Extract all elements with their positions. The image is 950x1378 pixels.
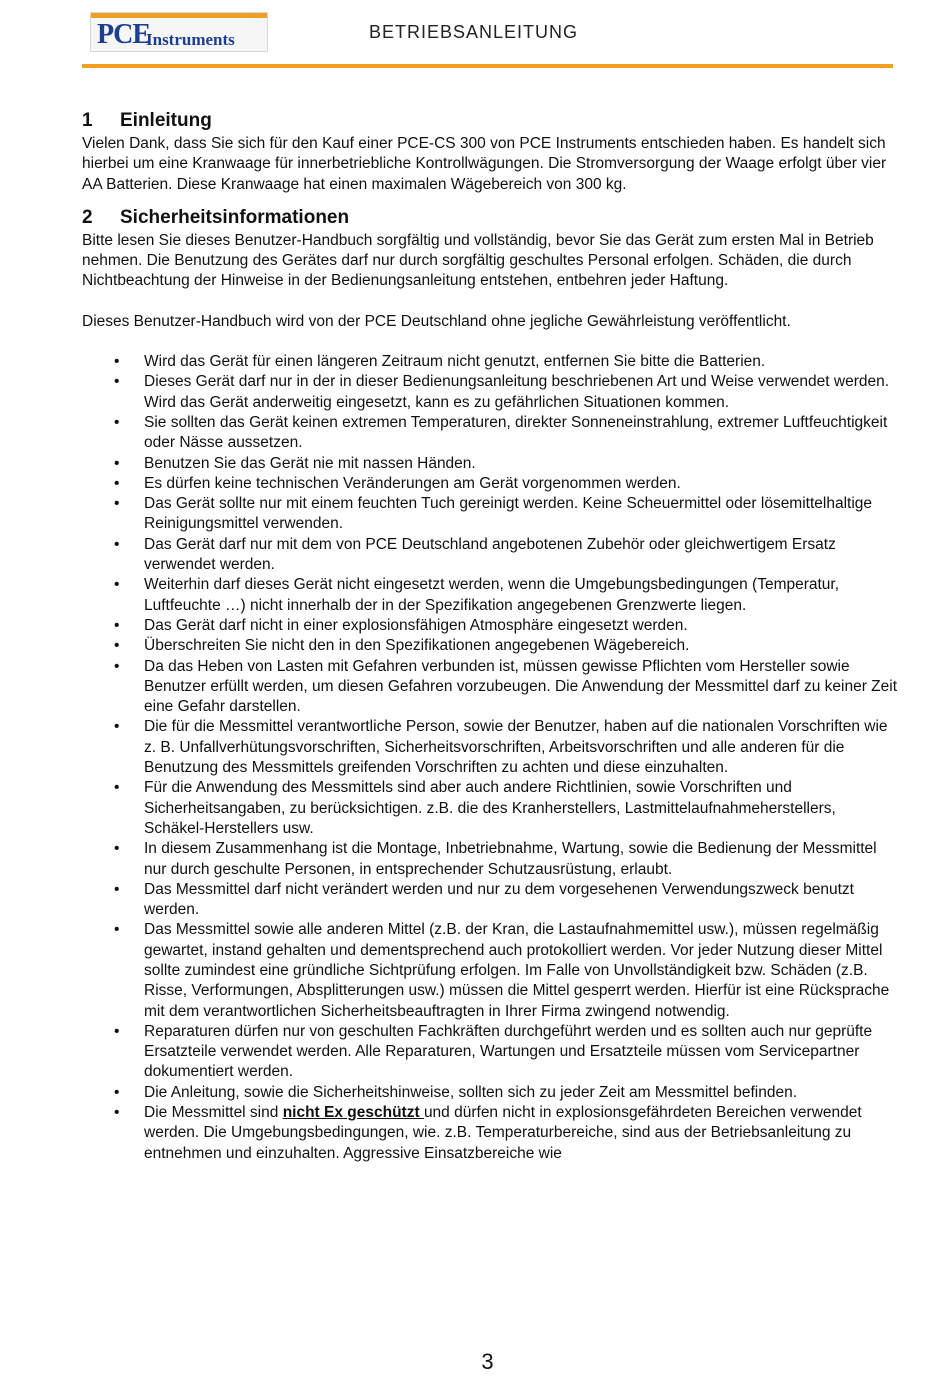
list-item-text: Weiterhin darf dieses Gerät nicht eingesetzt werden, wenn die Umgebungsbedingungen (Temperatur, Luftfeuchte …) nicht innerhalb der in der Spezifikation angegebenen Grenzwerte liegen. bbox=[144, 576, 840, 614]
list-item-text-before: Die Messmittel sind bbox=[144, 1104, 283, 1122]
list-item bbox=[82, 372, 897, 413]
list-item-text: Für die Anwendung des Messmittels sind aber auch andere Richtlinien, sowie Vorschriften und Sicherheitsangaben, zu berücksichtigen. z.B. die des Kranherstellers, Lastmittelaufnahmeherstellers, Schäkel-Herstellers usw. bbox=[144, 779, 836, 837]
bullet-icon: • bbox=[114, 921, 120, 939]
list-item bbox=[82, 920, 897, 1021]
list-item bbox=[82, 1083, 897, 1103]
list-item bbox=[82, 778, 897, 839]
list-item bbox=[82, 494, 897, 535]
list-item-text: Das Messmittel darf nicht verändert werden und nur zu dem vorgesehenen Verwendungszweck benutzt werden. bbox=[144, 880, 854, 919]
bullet-icon: • bbox=[114, 474, 120, 492]
bullet-icon: • bbox=[114, 880, 120, 898]
bullet-icon: • bbox=[114, 840, 120, 858]
list-item bbox=[82, 880, 897, 921]
section-1-number: 1 bbox=[82, 110, 93, 131]
list-item bbox=[82, 616, 897, 636]
not-ex-protected-emphasis: nicht Ex geschützt bbox=[282, 1104, 424, 1122]
section-1-heading bbox=[82, 108, 897, 134]
section-2-title: Sicherheitsinformationen bbox=[120, 206, 350, 228]
bullet-icon: • bbox=[114, 353, 120, 371]
list-item bbox=[82, 717, 897, 778]
list-item-text: Wird das Gerät für einen längeren Zeitraum nicht genutzt, entfernen Sie bitte die Batterien. bbox=[144, 353, 766, 371]
bullet-icon: • bbox=[114, 373, 120, 391]
bullet-icon: • bbox=[114, 657, 120, 675]
list-item bbox=[82, 839, 897, 880]
list-item bbox=[82, 657, 897, 718]
header-divider bbox=[82, 64, 893, 68]
section-2-heading bbox=[82, 205, 897, 231]
list-item bbox=[82, 575, 897, 616]
section-1-title: Einleitung bbox=[120, 110, 212, 131]
bullet-icon: • bbox=[114, 1022, 120, 1040]
logo-subtitle: Instruments bbox=[146, 30, 235, 49]
list-item-text: Benutzen Sie das Gerät nie mit nassen Händen. bbox=[144, 454, 476, 472]
logo-brand: PCE bbox=[97, 19, 150, 50]
list-item-text: Da das Heben von Lasten mit Gefahren verbunden ist, müssen gewisse Pflichten vom Hersteller sowie Benutzer erfüllt werden, um diesen Gefahren vorzubeugen. Die Anwendung der Messmittel darf zu keiner Zeit eine Gefahr darstellen. bbox=[144, 657, 898, 716]
bullet-icon: • bbox=[114, 535, 120, 553]
list-item-text: Sie sollten das Gerät keinen extremen Temperaturen, direkter Sonneneinstrahlung, extremer Luftfeuchtigkeit oder Nässe aussetzen. bbox=[144, 413, 888, 452]
bullet-icon: • bbox=[114, 413, 120, 431]
bullet-icon: • bbox=[114, 1083, 120, 1101]
header-title: BETRIEBSANLEITUNG bbox=[368, 22, 578, 42]
list-item-text: Die Anleitung, sowie die Sicherheitshinweise, sollten sich zu jeder Zeit am Messmittel befinden. bbox=[144, 1083, 798, 1101]
bullet-icon: • bbox=[114, 454, 120, 472]
bullet-icon: • bbox=[114, 616, 120, 634]
list-item bbox=[82, 454, 897, 474]
section-2-number: 2 bbox=[82, 206, 93, 228]
list-item bbox=[82, 352, 897, 372]
warranty-paragraph: Dieses Benutzer-Handbuch wird von der PCE Deutschland ohne jegliche Gewährleistung veröffentlicht. bbox=[82, 312, 791, 330]
list-item bbox=[82, 1022, 897, 1083]
list-item-text: Das Gerät darf nur mit dem von PCE Deutschland angebotenen Zubehör oder gleichwertigem Ersatz verwendet werden. bbox=[144, 535, 836, 574]
list-item bbox=[82, 636, 897, 656]
list-item-text: Das Gerät darf nicht in einer explosionsfähigen Atmosphäre eingesetzt werden. bbox=[144, 616, 688, 634]
page-number: 3 bbox=[481, 1349, 494, 1374]
list-item-text: Überschreiten Sie nicht den in den Spezifikationen angegebenen Wägebereich. bbox=[144, 637, 690, 655]
page-content bbox=[82, 108, 897, 1164]
list-item bbox=[82, 413, 897, 454]
section-1-paragraph: Vielen Dank, dass Sie sich für den Kauf einer PCE-CS 300 von PCE Instruments entschieden haben. Es handelt sich hierbei um eine Kranwaage für innerbetriebliche Kontrollwägungen. Die Stromversorgung der Waage erfolgt über vier AA Batterien. Diese Kranwaage hat einen maximalen Wägebereich von 300 kg. bbox=[82, 135, 887, 193]
bullet-icon: • bbox=[114, 637, 120, 655]
list-item-text: Die für die Messmittel verantwortliche Person, sowie der Benutzer, haben auf die nationalen Vorschriften wie z. B. Unfallverhütungsvorschriften, Sicherheitsvorschriften, Arbeitsvorschriften und alle anderen für die Benutzung des Messmittels greifenden Vorschriften zu achten und diese einzuhalten. bbox=[144, 718, 888, 777]
safety-list bbox=[82, 352, 897, 1164]
list-item-text: Es dürfen keine technischen Veränderungen am Gerät vorgenommen werden. bbox=[144, 474, 681, 492]
list-item-text: Reparaturen dürfen nur von geschulten Fachkräften durchgeführt werden und es sollten auch nur geprüfte Ersatzteile verwendet werden. Alle Reparaturen, Wartungen und Ersatzteile müssen vom Servicepartner dokumentiert werden. bbox=[144, 1022, 873, 1081]
company-logo bbox=[90, 12, 268, 52]
list-item bbox=[82, 535, 897, 576]
bullet-icon: • bbox=[114, 779, 120, 797]
section-2-paragraph: Bitte lesen Sie dieses Benutzer-Handbuch sorgfältig und vollständig, bevor Sie das Gerät zum ersten Mal in Betrieb nehmen. Die Benutzung des Gerätes darf nur durch sorgfältig geschultes Personal erfolgen. Schäden, die durch Nichtbeachtung der Hinweise in der Bedienungsanleitung entstehen, entbehren jeder Haftung. bbox=[82, 231, 874, 290]
list-item bbox=[82, 1103, 897, 1164]
list-item-text-after: und dürfen nicht in explosionsgefährdeten Bereichen verwendet werden. Die Umgebungsbedingungen, wie. z.B. Temperaturbereiche, sind aus der Betriebsanleitung zu entnehmen und einzuhalten. Aggressive Einsatzbereiche wie bbox=[144, 1104, 862, 1162]
list-item-text: Dieses Gerät darf nur in der in dieser Bedienungsanleitung beschriebenen Art und Weise verwendet werden. Wird das Gerät anderweitig eingesetzt, kann es zu gefährlichen Situationen kommen. bbox=[144, 373, 890, 411]
bullet-icon: • bbox=[114, 1104, 120, 1122]
list-item-text: Das Gerät sollte nur mit einem feuchten Tuch gereinigt werden. Keine Scheuermittel oder lösemittelhaltige Reinigungsmittel verwenden. bbox=[144, 495, 873, 533]
bullet-icon: • bbox=[114, 576, 120, 594]
bullet-icon: • bbox=[114, 718, 120, 736]
list-item-text: In diesem Zusammenhang ist die Montage, Inbetriebnahme, Wartung, sowie die Bedienung der Messmittel nur durch geschulte Personen, in entsprechender Schutzausrüstung, erlaubt. bbox=[144, 840, 877, 878]
list-item-text: Das Messmittel sowie alle anderen Mittel (z.B. der Kran, die Lastaufnahmemittel usw.), müssen regelmäßig gewartet, instand gehalten und dementsprechend auch protokolliert werden. Vor jeder Nutzung dieser Mittel sollte zumindest eine gründliche Sichtprüfung erfolgen. Im Falle von Unvollständigkeit bzw. Schäden (z.B. Risse, Verformungen, Absplitterungen usw.) müssen die Mittel gesperrt werden. Hierfür ist eine Rücksprache mit dem verantwortlichen Sicherheitsbeauftragten in Ihrer Firma zwingend notwendig. bbox=[144, 921, 890, 1020]
list-item bbox=[82, 474, 897, 494]
bullet-icon: • bbox=[114, 495, 120, 513]
